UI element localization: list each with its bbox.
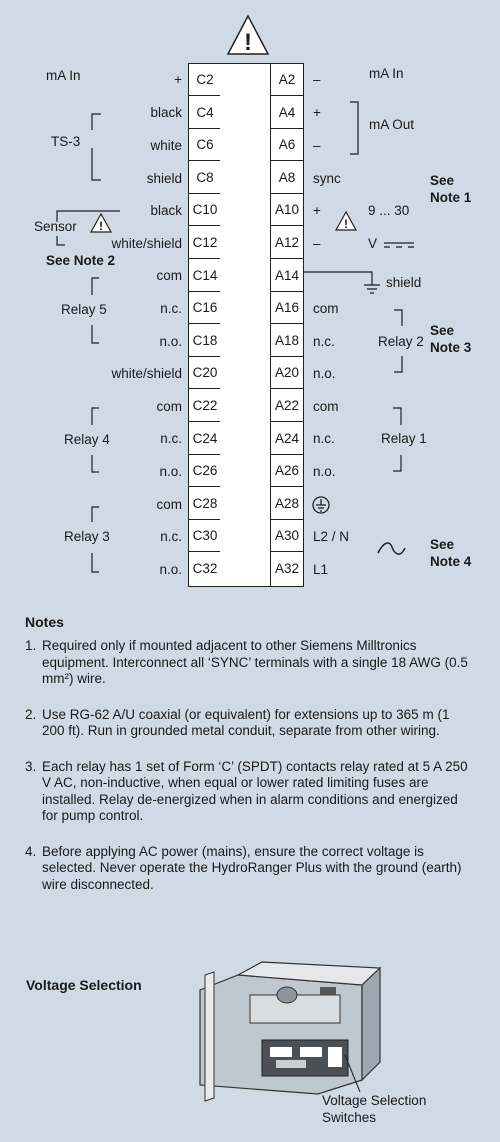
warning-icon (91, 214, 111, 233)
note-text: Before applying AC power (mains), ensure the correct voltage is selected. Never operate the HydroRanger Plus with the ground (earth) wire disconnected. (42, 843, 462, 892)
relay5-label: Relay 5 (61, 302, 107, 317)
supply-range-label: 9 ... 30 (368, 203, 410, 218)
terminal-c16: C16 (189, 292, 221, 324)
terminal-a24: A24 (271, 423, 303, 455)
ts3-label: TS-3 (51, 134, 81, 149)
notes-heading: Notes (25, 614, 64, 630)
note-item (25, 638, 475, 688)
terminal-c24: C24 (189, 423, 221, 455)
terminal-label: L2 / N (313, 529, 350, 544)
relay4-label: Relay 4 (64, 432, 110, 447)
ma-out-bracket (350, 102, 358, 154)
terminal-a22: A22 (271, 390, 303, 422)
note-number: 1. (25, 638, 37, 653)
terminal-label: n.o. (313, 464, 336, 479)
note-text: Use RG-62 A/U coaxial (or equivalent) for extensions up to 365 m (1 200 ft). Run in grounded metal conduit, separate from other wiring. (42, 706, 450, 738)
see-note-2-label: See Note 2 (46, 253, 116, 268)
terminal-label: sync (313, 171, 341, 186)
terminal-a18: A18 (271, 325, 303, 357)
terminal-c6: C6 (189, 129, 221, 161)
terminal-label: com (156, 497, 182, 512)
ac-wave-icon (378, 543, 405, 554)
see-note-4-label: See Note 4 (430, 537, 472, 569)
terminal-a28: A28 (271, 488, 303, 520)
terminal-a12: A12 (271, 227, 303, 259)
terminal-label: black (150, 105, 182, 120)
terminal-c4: C4 (189, 97, 221, 129)
ground-icon (364, 285, 380, 293)
terminal-label: white/shield (111, 366, 182, 381)
terminal-c8: C8 (189, 162, 221, 194)
terminal-a20: A20 (271, 357, 303, 389)
supply-voltage-label: V (368, 236, 378, 251)
relay1-label: Relay 1 (381, 431, 427, 446)
note-number: 4. (25, 843, 37, 859)
terminal-label: n.c. (313, 334, 335, 349)
note-item (25, 707, 475, 740)
ts3-bracket (92, 114, 101, 180)
terminal-c10: C10 (189, 194, 221, 226)
see-note-3-label: See Note 3 (430, 323, 472, 355)
terminal-a4: A4 (271, 97, 303, 129)
terminal-c14: C14 (189, 260, 221, 292)
terminal-label: n.c. (160, 301, 182, 316)
terminal-c26: C26 (189, 455, 221, 487)
terminal-label: black (150, 203, 182, 218)
warning-icon (336, 212, 356, 231)
terminal-label: com (156, 399, 182, 414)
terminal-label: shield (146, 171, 182, 186)
terminal-label: n.o. (313, 366, 336, 381)
terminal-body (220, 63, 270, 587)
terminal-label: white/shield (111, 236, 182, 251)
terminal-c12: C12 (189, 227, 221, 259)
terminal-a10: A10 (271, 194, 303, 226)
note-number: 3. (25, 758, 37, 774)
terminal-label: com (313, 301, 339, 316)
terminal-label: n.o. (159, 464, 182, 479)
note-text: Each relay has 1 set of Form ‘C’ (SPDT) contacts relay rated at 5 A 250 V AC, non-inductive, when equal or lower rated limiting fuses are installed. Relay de-energized when in alarm conditions and energized for pump control. (42, 758, 468, 823)
ma-in-right-label: mA In (369, 66, 404, 81)
terminal-label: n.c. (160, 431, 182, 446)
terminal-label: – (313, 236, 321, 251)
voltage-selection-caption: Voltage Selection Switches (322, 1093, 427, 1125)
terminal-label: n.o. (159, 334, 182, 349)
terminal-c22: C22 (189, 390, 221, 422)
terminal-c28: C28 (189, 488, 221, 520)
terminal-label: – (313, 72, 321, 87)
terminal-label: n.c. (313, 431, 335, 446)
terminal-label: n.o. (159, 562, 182, 577)
terminal-label: com (313, 399, 339, 414)
sensor-label: Sensor (34, 219, 77, 234)
terminal-label: n.c. (160, 529, 182, 544)
terminal-a32: A32 (274, 561, 300, 576)
terminal-label: com (156, 268, 182, 283)
notes-section (25, 614, 475, 912)
terminal-a30: A30 (271, 520, 303, 552)
note-item (25, 844, 475, 894)
earth-ground-icon (313, 497, 329, 513)
terminal-a26: A26 (271, 455, 303, 487)
note-number: 2. (25, 706, 37, 722)
terminal-a6: A6 (271, 129, 303, 161)
ma-out-label: mA Out (369, 117, 415, 132)
terminal-label: + (313, 203, 321, 218)
shield-line (300, 272, 372, 285)
terminal-a2: A2 (271, 64, 303, 96)
terminal-c18: C18 (189, 325, 221, 357)
relay3-label: Relay 3 (64, 529, 110, 544)
note-text: Required only if mounted adjacent to other Siemens Milltronics equipment. Interconnect all ‘SYNC’ terminals with a single 18 AWG (0.5 mm²) wire. (42, 638, 468, 686)
note-item (25, 759, 475, 825)
relay2-label: Relay 2 (378, 334, 424, 349)
c-terminal-strip (188, 63, 222, 587)
svg-text:!: ! (99, 219, 103, 233)
terminal-label: L1 (313, 562, 329, 577)
sensor-bracket (57, 236, 65, 245)
terminal-label: white (150, 138, 182, 153)
terminal-c30: C30 (189, 520, 221, 552)
terminal-label: – (313, 138, 321, 153)
terminal-a16: A16 (271, 292, 303, 324)
svg-text:!: ! (344, 217, 348, 231)
terminal-label: + (174, 72, 182, 87)
terminal-c2: C2 (189, 64, 221, 96)
voltage-selection-illustration (200, 962, 380, 1101)
see-note-1-label: See Note 1 (430, 173, 472, 205)
terminal-label: + (313, 105, 321, 120)
voltage-selection-title: Voltage Selection (26, 977, 142, 993)
terminal-c32: C32 (192, 561, 218, 576)
terminal-a14: A14 (271, 260, 303, 292)
a-terminal-strip (270, 63, 304, 587)
terminal-c20: C20 (189, 357, 221, 389)
dc-voltage-icon (384, 243, 414, 247)
terminal-a8: A8 (271, 162, 303, 194)
warning-icon (228, 16, 268, 56)
shield-label: shield (386, 275, 422, 290)
svg-text:!: ! (244, 29, 252, 56)
ma-in-left-label: mA In (46, 68, 81, 83)
